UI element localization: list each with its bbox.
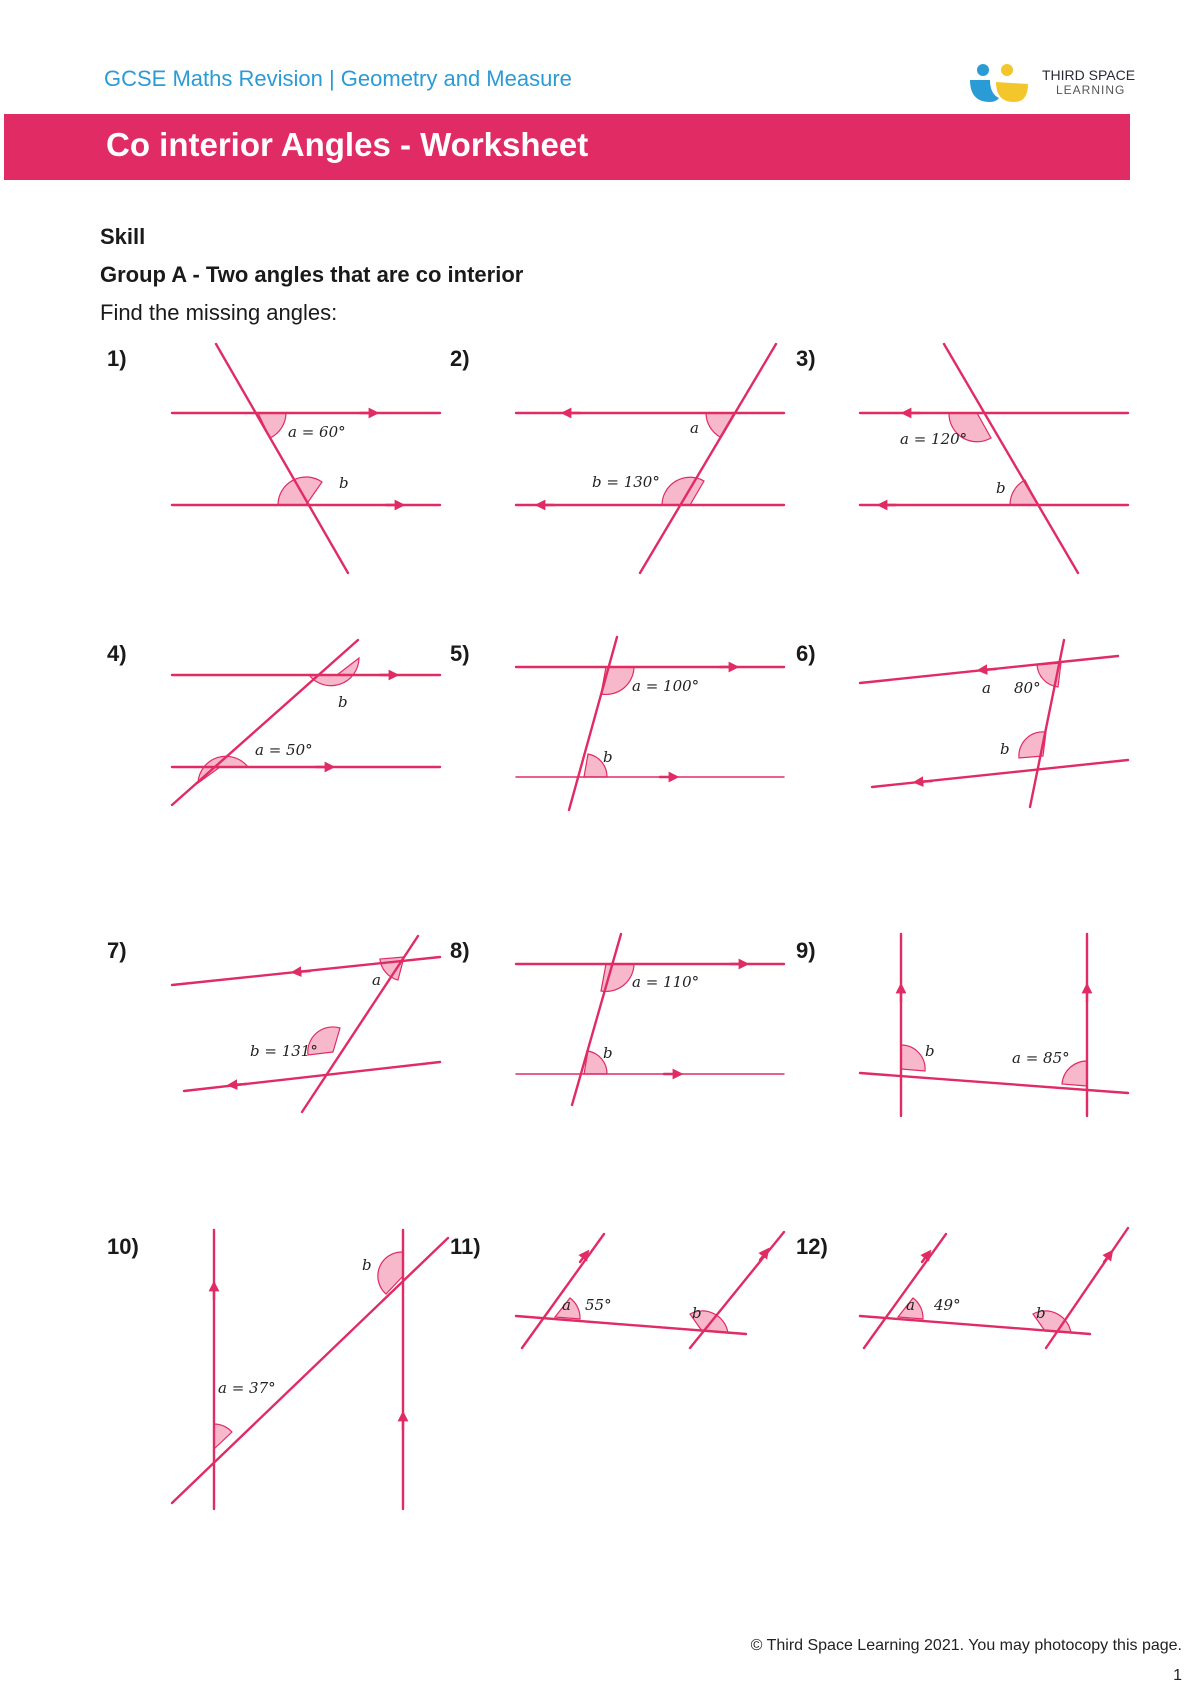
q8-label-a: a = 110° <box>632 973 700 991</box>
q5-label-a: a = 100° <box>632 677 700 695</box>
q12-label-b: b <box>1036 1304 1046 1322</box>
question-number-5: 5) <box>450 641 470 666</box>
q7-label-a: a <box>372 971 381 989</box>
logo-text-line2: LEARNING <box>1056 83 1126 97</box>
question-number-12: 12) <box>796 1234 828 1259</box>
question-number-1: 1) <box>107 346 127 371</box>
q8-label-b: b <box>603 1044 613 1062</box>
q2-label-b: b = 130° <box>592 473 660 491</box>
q11-label-a-value: 55° <box>585 1296 612 1314</box>
page-title: Co interior Angles - Worksheet <box>106 126 589 163</box>
question-number-11: 11) <box>450 1234 481 1259</box>
question-number-2: 2) <box>450 346 470 371</box>
skill-heading: Skill <box>100 224 146 249</box>
q9-label-b: b <box>925 1042 935 1060</box>
question-number-10: 10) <box>107 1234 139 1259</box>
q12-label-a: a <box>906 1296 915 1314</box>
question-number-8: 8) <box>450 938 470 963</box>
q1-label-a: a = 60° <box>288 423 346 441</box>
question-number-4: 4) <box>107 641 127 666</box>
page-number: 1 <box>1173 1667 1182 1684</box>
q10-label-a: a = 37° <box>218 1379 276 1397</box>
q11-label-a: a <box>562 1296 571 1314</box>
q4-label-a: a = 50° <box>255 741 313 759</box>
group-heading: Group A - Two angles that are co interior <box>100 262 524 287</box>
q2-label-a: a <box>690 419 699 437</box>
instruction-text: Find the missing angles: <box>100 300 338 325</box>
q6-label-b: b <box>1000 740 1010 758</box>
q4-label-b: b <box>338 693 348 711</box>
q3-label-a: a = 120° <box>900 430 968 448</box>
header-subtitle: GCSE Maths Revision | Geometry and Measure <box>104 66 572 91</box>
q3-label-b: b <box>996 479 1006 497</box>
q9-label-a: a = 85° <box>1012 1049 1070 1067</box>
question-number-6: 6) <box>796 641 816 666</box>
copyright-footer: © Third Space Learning 2021. You may photocopy this page. <box>750 1637 1182 1654</box>
q5-label-b: b <box>603 748 613 766</box>
question-number-9: 9) <box>796 938 816 963</box>
logo-text-line1: THIRD SPACE <box>1042 67 1136 83</box>
q10-label-b: b <box>362 1256 372 1274</box>
q11-label-b: b <box>692 1304 702 1322</box>
question-number-7: 7) <box>107 938 127 963</box>
q6-label-a-value: 80° <box>1014 679 1041 697</box>
q12-label-a-value: 49° <box>934 1296 961 1314</box>
q1-label-b: b <box>339 474 349 492</box>
question-number-3: 3) <box>796 346 816 371</box>
q6-label-a: a <box>982 679 991 697</box>
q7-label-b: b = 131° <box>250 1042 318 1060</box>
